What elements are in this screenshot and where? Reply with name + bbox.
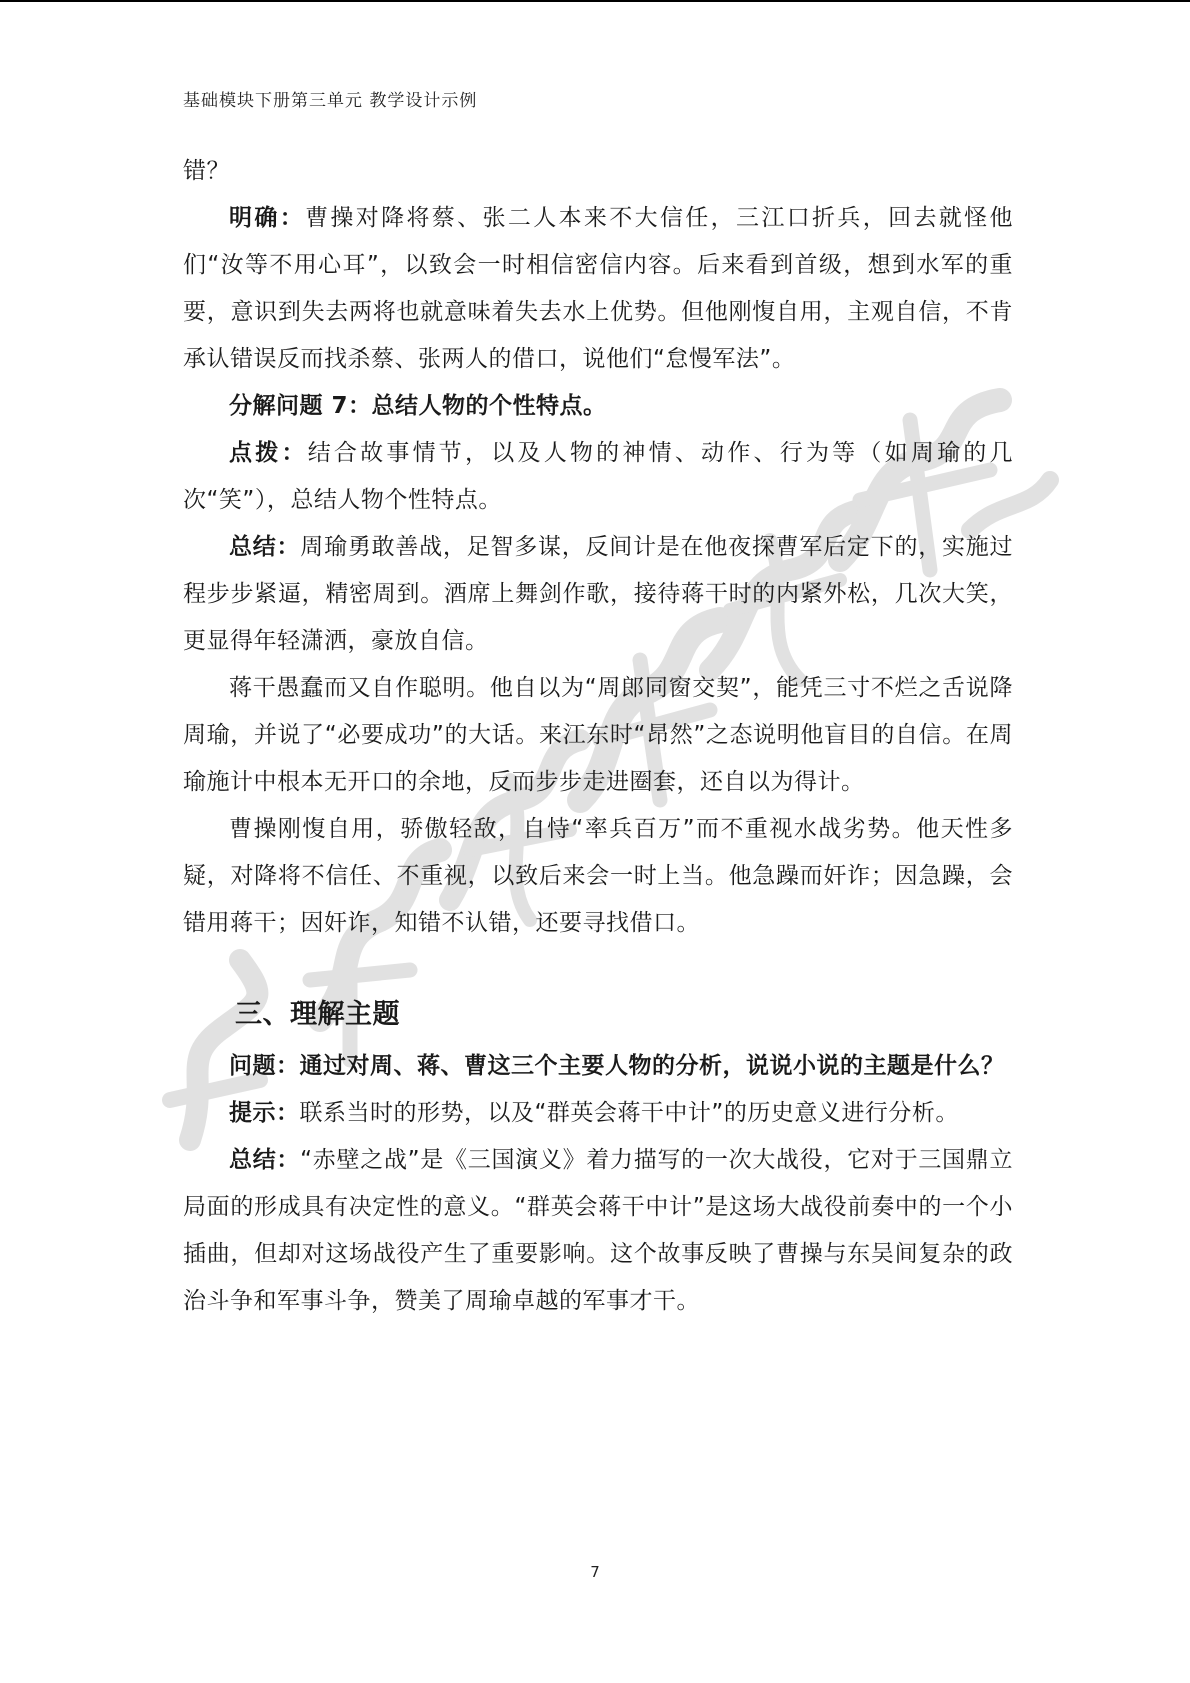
paragraph-guidance [183, 430, 1013, 524]
summary-zhouyu-text: 周瑜勇敢善战，足智多谋，反间计是在他夜探曹军后定下的，实施过程步步紧逼，精密周到。酒席上舞剑作歌，接待蒋干时的内紧外松，几次大笑，更显得年轻潇洒，豪放自信。 [183, 534, 1013, 654]
sub-question-7: 分解问题 7：总结人物的个性特点。 [229, 393, 607, 419]
hint-text: 联系当时的形势，以及“群英会蒋干中计”的历史意义进行分析。 [299, 1100, 959, 1126]
paragraph-hint [183, 1090, 1013, 1137]
paragraph-clarify [183, 195, 1013, 383]
page-header: 基础模块下册第三单元 教学设计示例 [183, 91, 478, 111]
guidance-label: 点拨： [229, 440, 308, 466]
summary-theme-label: 总结： [229, 1147, 301, 1173]
top-border-line [0, 0, 1190, 2]
paragraph-summary-theme [183, 1137, 1013, 1325]
paragraph-caocao: 曹操刚愎自用，骄傲轻敌，自恃“率兵百万”而不重视水战劣势。他天性多疑，对降将不信任、不重视，以致后来会一时上当。他急躁而奸诈；因急躁，会错用蒋干；因奸诈，知错不认错，还要寻找借口。 [183, 816, 1013, 936]
hint-label: 提示： [229, 1100, 300, 1126]
summary-label: 总结： [229, 534, 301, 560]
section-title: 三、理解主题 [235, 999, 400, 1030]
guidance-text: 结合故事情节，以及人物的神情、动作、行为等（如周瑜的几次“笑”），总结人物个性特点。 [183, 440, 1014, 513]
paragraph-summary-zhouyu [183, 524, 1013, 665]
clarify-label: 明确： [229, 205, 306, 231]
continuation-line: 错？ [183, 158, 230, 184]
summary-theme-text: “赤壁之战”是《三国演义》着力描写的一次大战役，它对于三国鼎立局面的形成具有决定性的意义。“群英会蒋干中计”是这场大战役前奏中的一个小插曲，但却对这场战役产生了重要影响。这个故事反映了曹操与东吴间复杂的政治斗争和军事斗争，赞美了周瑜卓越的军事才干。 [183, 1147, 1013, 1314]
question-theme: 问题：通过对周、蒋、曹这三个主要人物的分析，说说小说的主题是什么？ [229, 1053, 1005, 1079]
main-content [183, 148, 1013, 1325]
page-number: 7 [590, 1563, 600, 1581]
clarify-text: 曹操对降将蔡、张二人本来不大信任，三江口折兵，回去就怪他们“汝等不用心耳”，以致会一时相信密信内容。后来看到首级，想到水军的重要，意识到失去两将也就意味着失去水上优势。但他刚愎自用，主观自信，不肯承认错误反而找杀蔡、张两人的借口，说他们“怠慢军法”。 [183, 205, 1014, 372]
paragraph-jianggan: 蒋干愚蠢而又自作聪明。他自以为“周郎同窗交契”，能凭三寸不烂之舌说降周瑜，并说了“必要成功”的大话。来江东时“昂然”之态说明他盲目的自信。在周瑜施计中根本无开口的余地，反而步步走进圈套，还自以为得计。 [183, 675, 1013, 795]
